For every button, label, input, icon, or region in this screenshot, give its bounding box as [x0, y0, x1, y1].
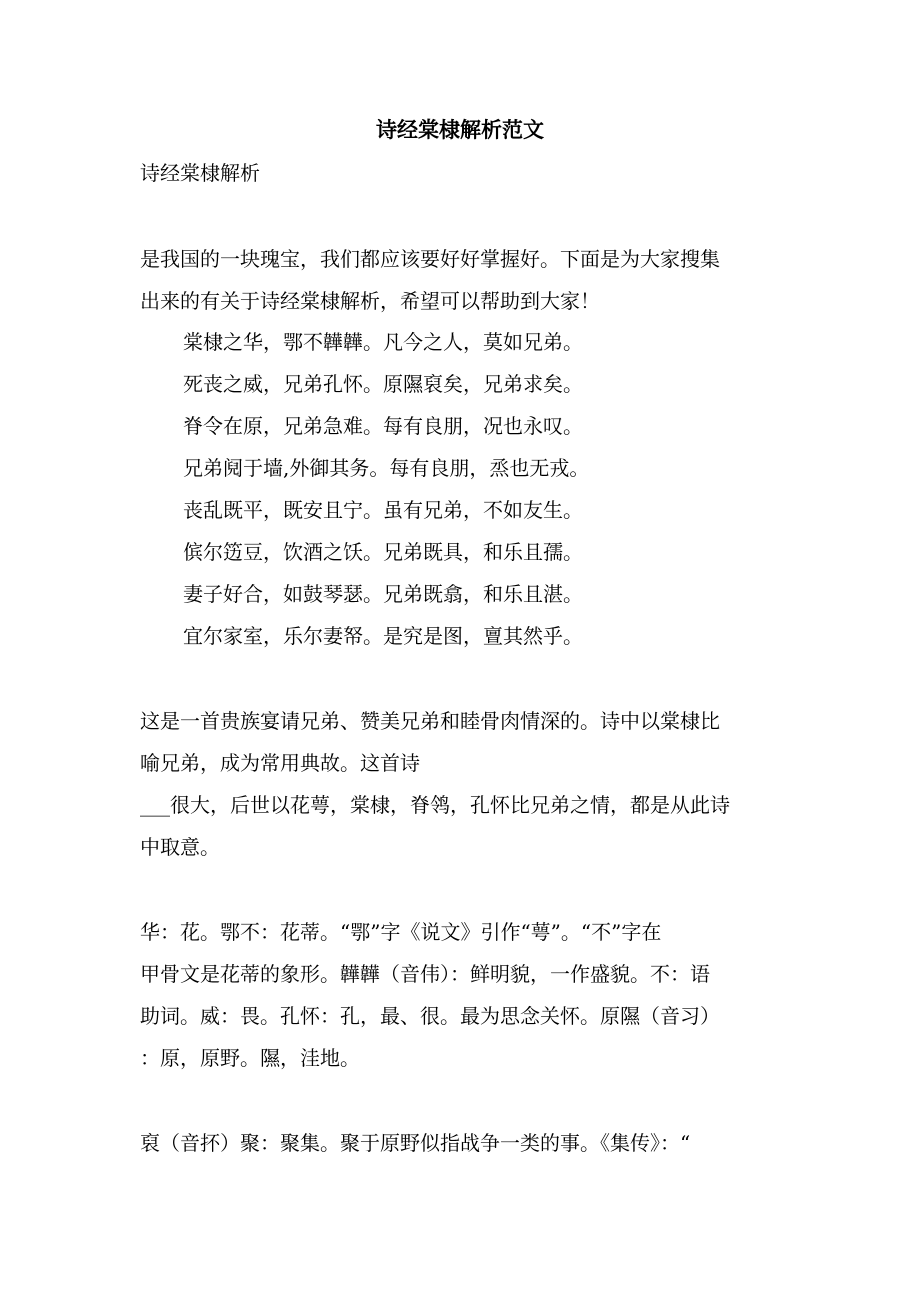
paragraph2-line-3: 助词。威：畏。孔怀：孔，最、很。最为思念关怀。原隰（音习） — [140, 1004, 720, 1028]
paragraph1-line-1: 这是一首贵族宴请兄弟、赞美兄弟和睦骨肉情深的。诗中以棠棣比 — [140, 709, 720, 733]
poem-line-7: 妻子好合，如鼓琴瑟。兄弟既翕，和乐且湛。 — [183, 582, 583, 606]
intro-line-2: 出来的有关于诗经棠棣解析，希望可以帮助到大家！ — [140, 289, 600, 313]
poem-line-1: 棠棣之华，鄂不韡韡。凡今之人，莫如兄弟。 — [183, 330, 583, 354]
poem-line-2: 死丧之威，兄弟孔怀。原隰裒矣，兄弟求矣。 — [183, 372, 583, 396]
poem-line-4: 兄弟阋于墙,外御其务。每有良朋，烝也无戎。 — [183, 456, 590, 480]
poem-line-5: 丧乱既平，既安且宁。虽有兄弟，不如友生。 — [183, 498, 583, 522]
document-subtitle: 诗经棠棣解析 — [140, 161, 260, 185]
paragraph2-line-2: 甲骨文是花蒂的象形。韡韡（音伟）：鲜明貌，一作盛貌。不：语 — [140, 962, 710, 986]
paragraph2-line-1: 华：花。鄂不：花蒂。“鄂”字《说文》引作“萼”。“不”字在 — [140, 920, 662, 944]
poem-line-3: 脊令在原，兄弟急难。每有良朋，况也永叹。 — [183, 414, 583, 438]
poem-line-8: 宜尔家室，乐尔妻帑。是究是图，亶其然乎。 — [183, 624, 583, 648]
intro-line-1: 是我国的一块瑰宝，我们都应该要好好掌握好。下面是为大家搜集 — [140, 247, 720, 271]
paragraph3-line-1: 裒（音抔）聚：聚集。聚于原野似指战争一类的事。《集传》：“ — [140, 1131, 691, 1155]
paragraph1-line-4: 中取意。 — [140, 835, 220, 859]
paragraph1-line-3: ___很大，后世以花萼，棠棣，脊鸰，孔怀比兄弟之情，都是从此诗 — [140, 793, 730, 817]
paragraph1-line-2: 喻兄弟，成为常用典故。这首诗 — [140, 751, 420, 775]
poem-line-6: 傧尔笾豆，饮酒之饫。兄弟既具，和乐且孺。 — [183, 540, 583, 564]
paragraph2-line-4: ：原，原野。隰，洼地。 — [140, 1046, 360, 1070]
document-title: 诗经棠棣解析范文 — [376, 117, 544, 142]
